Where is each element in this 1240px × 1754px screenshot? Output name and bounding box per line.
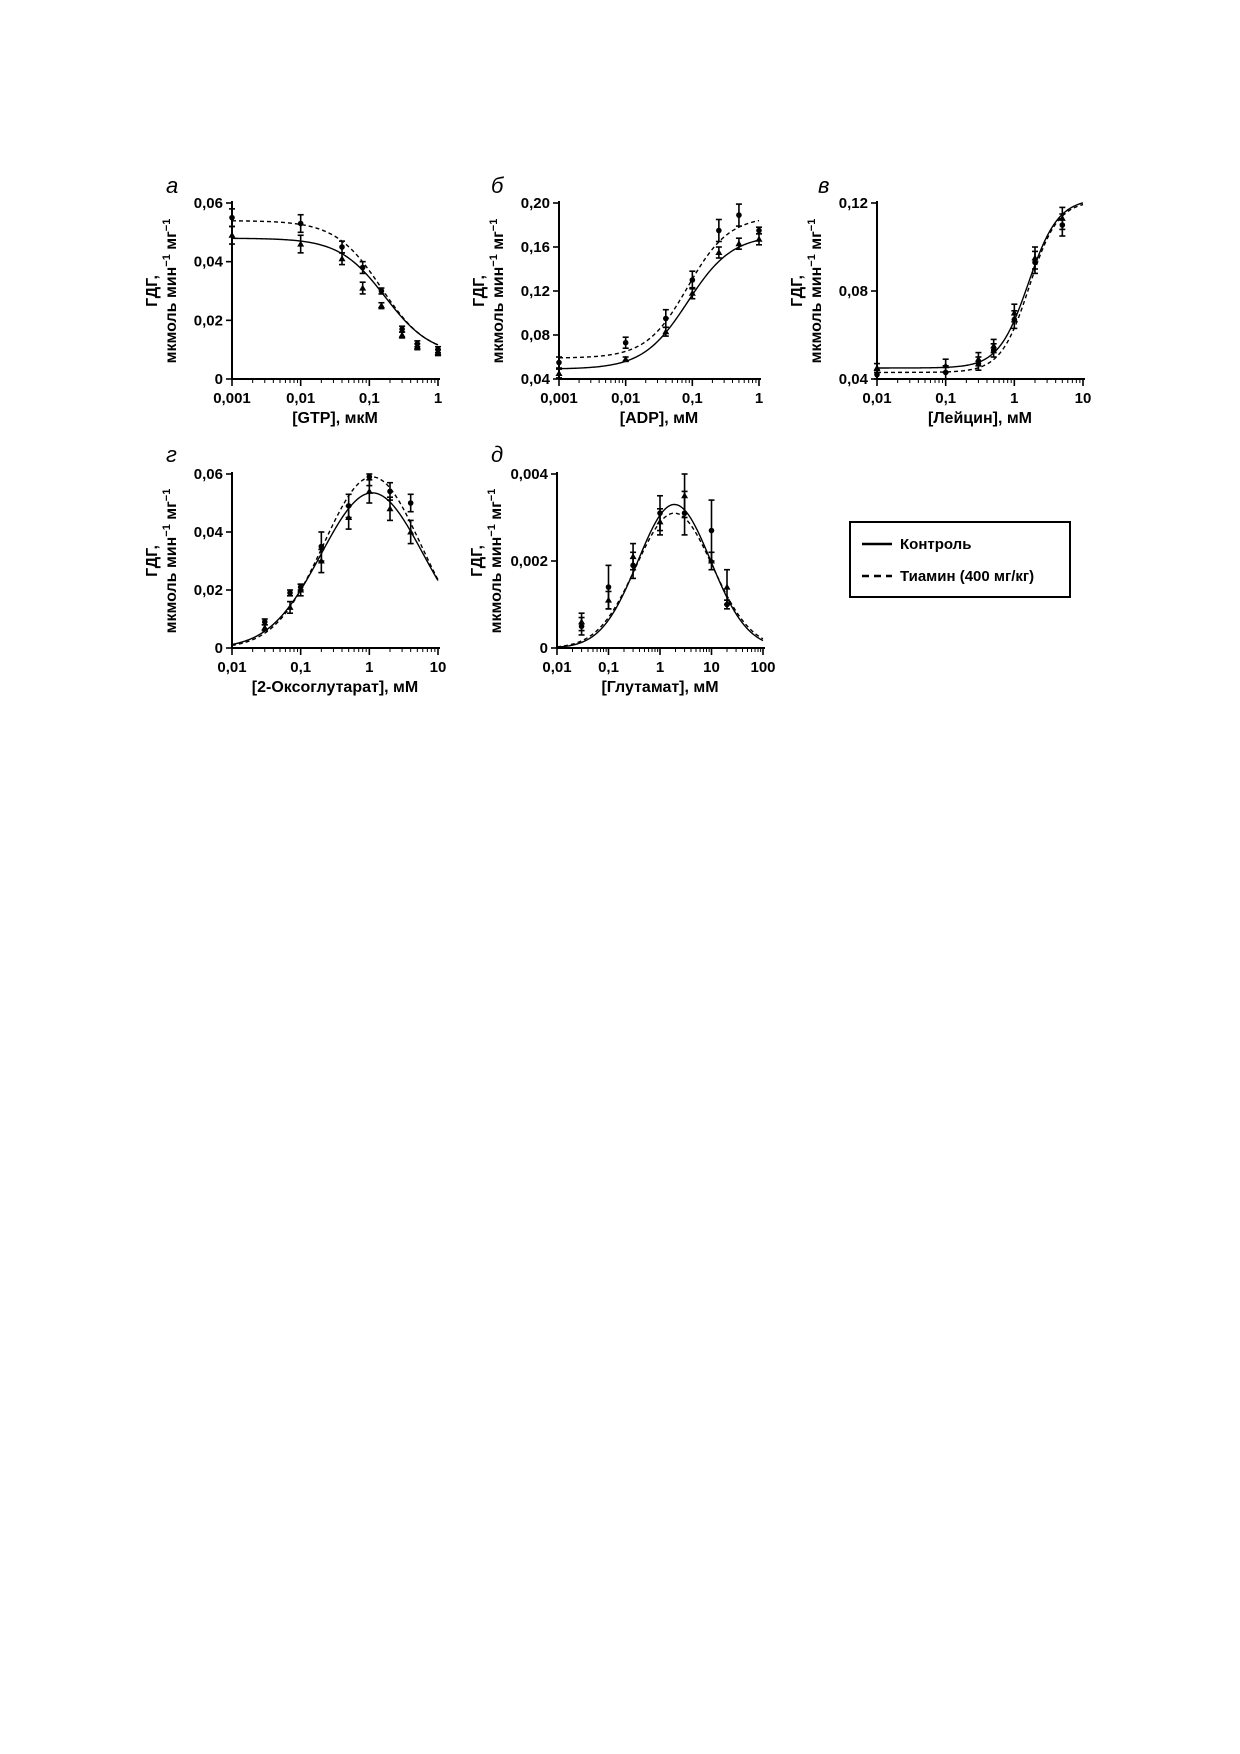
y-tick-label: 0,02 — [193, 582, 223, 599]
fit-curve-control — [877, 203, 1083, 368]
legend-thiamine-label: Тиамин (400 мг/кг) — [900, 568, 1035, 585]
data-point-thiamine — [319, 544, 325, 550]
fit-curve-control — [232, 238, 438, 345]
x-tick-label: 0,001 — [540, 390, 578, 407]
x-tick-label: 0,1 — [598, 659, 619, 676]
data-point-thiamine — [298, 221, 304, 227]
y-tick-label: 0,12 — [838, 195, 868, 212]
data-point-thiamine — [1060, 222, 1066, 228]
legend-box — [850, 522, 1070, 597]
x-tick-label: 100 — [750, 659, 776, 676]
data-point-thiamine — [690, 277, 696, 283]
data-point-thiamine — [367, 474, 373, 480]
x-tick-label: 0,01 — [286, 390, 316, 407]
panel-a — [144, 173, 442, 427]
data-point-thiamine — [657, 510, 663, 516]
panel-letter: а — [166, 173, 179, 198]
y-tick-label: 0,004 — [510, 466, 548, 483]
y-tick-label: 0,20 — [520, 195, 550, 212]
data-point-thiamine — [716, 228, 722, 234]
x-tick-label: 1 — [433, 390, 443, 407]
data-point-thiamine — [630, 563, 636, 569]
y-tick-label: 0,12 — [520, 283, 550, 300]
x-tick-label: 0,01 — [217, 659, 247, 676]
legend-control-label: Контроль — [900, 536, 972, 553]
x-tick-label: 10 — [703, 659, 720, 676]
fit-curve-thiamine — [877, 205, 1083, 373]
x-tick-label: 0,1 — [358, 390, 380, 407]
x-axis-label: [2-Оксоглутарат], мМ — [251, 679, 419, 696]
panel-v — [789, 173, 1091, 427]
x-axis-label: [ADP], мМ — [619, 410, 699, 427]
data-point-control — [735, 240, 742, 246]
y-tick-label: 0,08 — [520, 327, 550, 344]
x-tick-label: 1 — [365, 659, 374, 676]
data-point-thiamine — [1012, 317, 1018, 323]
data-point-thiamine — [298, 584, 304, 590]
x-tick-label: 1 — [754, 390, 764, 407]
data-point-control — [287, 604, 294, 610]
panel-letter: в — [818, 173, 830, 198]
data-point-control — [724, 584, 731, 590]
data-point-thiamine — [346, 503, 352, 509]
x-tick-label: 0,001 — [213, 390, 251, 407]
y-tick-label: 0,08 — [838, 283, 868, 300]
y-tick-label: 0,16 — [520, 239, 550, 256]
y-tick-label: 0 — [539, 640, 548, 657]
y-axis-label-line1: ГДГ, — [471, 275, 488, 307]
panel-letter: б — [491, 173, 504, 198]
data-point-thiamine — [399, 326, 405, 332]
data-point-control — [756, 236, 763, 242]
x-tick-label: 0,1 — [935, 390, 957, 407]
y-axis-label-line2: мкмоль мин$^{-1}$ $мг^{-1}$ — [806, 218, 825, 364]
x-tick-label: 10 — [1074, 390, 1092, 407]
x-tick-label: 1 — [1010, 390, 1019, 407]
data-point-thiamine — [724, 602, 730, 608]
data-point-thiamine — [379, 288, 385, 294]
panel-letter: д — [491, 442, 504, 467]
y-axis-label-line2: мкмоль мин$^{-1}$ $мг^{-1}$ — [486, 488, 505, 634]
y-axis-label-line2: мкмоль мин$^{-1}$ $мг^{-1}$ — [161, 488, 180, 634]
x-tick-label: 0,1 — [681, 390, 703, 407]
data-point-thiamine — [623, 340, 629, 346]
data-point-control — [407, 529, 414, 535]
data-point-thiamine — [387, 489, 393, 495]
data-point-control — [387, 505, 394, 511]
y-axis-label-line1: ГДГ, — [144, 275, 161, 307]
data-point-thiamine — [874, 372, 880, 378]
panel-d — [469, 442, 776, 696]
data-point-thiamine — [682, 510, 688, 516]
y-axis-label-line2: мкмоль мин$^{-1}$ $мг^{-1}$ — [488, 218, 507, 364]
x-tick-label: 0,01 — [611, 390, 641, 407]
data-point-thiamine — [287, 590, 293, 596]
legend — [850, 522, 1070, 597]
data-point-thiamine — [415, 341, 421, 347]
fit-curve-thiamine — [559, 221, 759, 358]
panel-letter: г — [166, 442, 177, 467]
x-axis-label: [GTP], мкМ — [292, 410, 378, 427]
y-tick-label: 0 — [214, 640, 223, 657]
x-tick-label: 0,01 — [542, 659, 572, 676]
y-tick-label: 0,04 — [193, 524, 223, 541]
y-tick-label: 0,04 — [838, 371, 868, 388]
y-tick-label: 0,04 — [193, 253, 223, 271]
data-point-thiamine — [262, 619, 268, 625]
x-tick-label: 1 — [655, 659, 665, 676]
data-point-thiamine — [736, 212, 742, 218]
x-axis-label: [Лейцин], мМ — [927, 410, 1033, 427]
data-point-thiamine — [943, 370, 949, 376]
data-point-thiamine — [360, 265, 366, 271]
fit-curve-control — [559, 240, 759, 369]
data-point-thiamine — [606, 584, 612, 590]
y-tick-label: 0,02 — [193, 312, 223, 330]
panel-g — [144, 442, 446, 696]
y-tick-label: 0 — [214, 371, 223, 388]
y-axis-label-line2: мкмоль мин$^{-1}$ $мг^{-1}$ — [161, 218, 180, 364]
data-point-thiamine — [991, 348, 997, 354]
data-point-control — [366, 488, 373, 494]
data-point-thiamine — [579, 623, 585, 629]
y-axis-label-line1: ГДГ, — [144, 545, 161, 577]
y-tick-label: 0,06 — [193, 195, 223, 212]
data-point-thiamine — [709, 528, 715, 534]
data-point-thiamine — [976, 361, 982, 367]
x-tick-label: 10 — [429, 659, 447, 676]
data-point-thiamine — [663, 316, 669, 322]
y-axis-label-line1: ГДГ, — [789, 275, 806, 307]
y-tick-label: 0,06 — [193, 466, 223, 483]
data-point-control — [229, 232, 236, 238]
data-point-thiamine — [756, 228, 762, 234]
data-point-thiamine — [556, 360, 562, 366]
data-point-thiamine — [339, 244, 345, 250]
data-point-control — [715, 249, 722, 255]
data-point-thiamine — [229, 215, 235, 221]
data-point-thiamine — [1032, 260, 1038, 266]
y-tick-label: 0,002 — [510, 553, 548, 570]
data-point-control — [339, 255, 346, 261]
y-tick-label: 0,04 — [520, 371, 550, 388]
data-point-control — [359, 285, 366, 291]
data-point-thiamine — [435, 347, 441, 353]
x-tick-label: 0,1 — [290, 659, 312, 676]
x-axis-label: [Глутамат], мМ — [601, 679, 719, 696]
panel-b — [471, 173, 763, 427]
data-point-thiamine — [408, 500, 414, 506]
data-point-control — [556, 370, 563, 376]
y-axis-label-line1: ГДГ, — [469, 545, 486, 577]
x-tick-label: 0,01 — [862, 390, 892, 407]
